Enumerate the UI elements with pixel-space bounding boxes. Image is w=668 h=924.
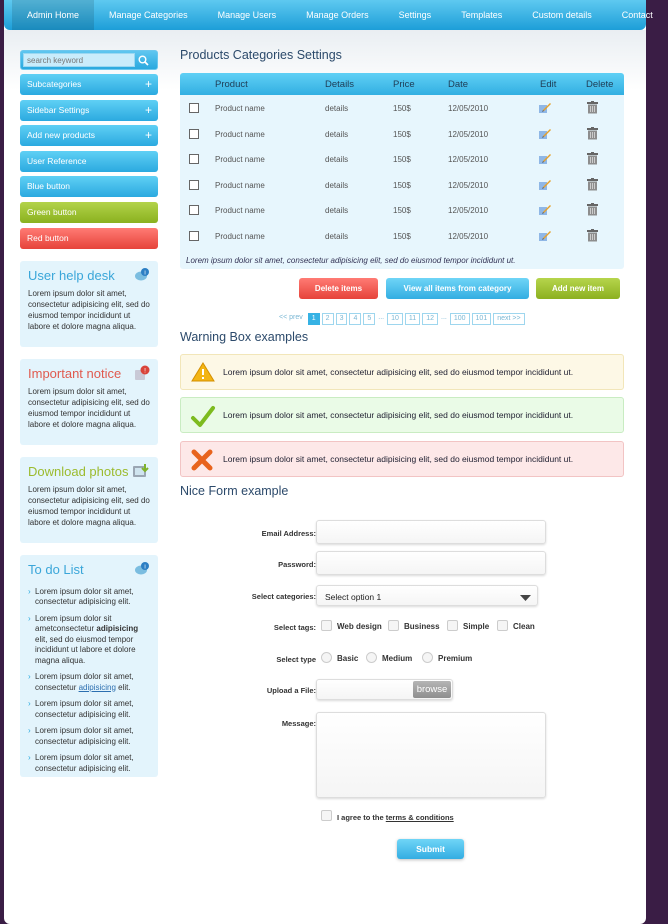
success-text: Lorem ipsum dolor sit amet, consectetur adipisicing elit, sed do eiusmod tempor incididunt ut.	[223, 410, 574, 420]
download-photos-icon	[132, 463, 150, 481]
terms-link[interactable]: terms & conditions	[385, 813, 454, 822]
trash-icon[interactable]	[587, 101, 598, 116]
file-upload-field[interactable]	[316, 679, 453, 700]
cell-price: 150$	[393, 104, 411, 113]
row-checkbox[interactable]	[189, 129, 199, 139]
agree-checkbox[interactable]	[321, 810, 332, 821]
pagination-page[interactable]: 11	[405, 313, 420, 325]
sidebar	[20, 50, 158, 777]
svg-text:i: i	[144, 564, 146, 571]
todo-link[interactable]: adipisicing	[78, 682, 116, 692]
table-footer-note: Lorem ipsum dolor sit amet, consectetur adipisicing elit, sed do eiusmod tempor incididunt ut.	[186, 256, 516, 265]
pagination-page[interactable]: 2	[322, 313, 334, 325]
download-photos-box	[20, 457, 158, 543]
box-title: Important notice	[28, 365, 122, 381]
col-date: Date	[448, 79, 469, 90]
nav-contact[interactable]: Contact	[621, 10, 653, 20]
type-basic-label: Basic	[337, 654, 359, 663]
top-navigation	[4, 0, 653, 30]
agree-label: I agree to the	[337, 813, 386, 822]
edit-icon[interactable]	[538, 178, 552, 193]
svg-text:i: i	[144, 270, 146, 277]
box-title: User help desk	[28, 267, 115, 283]
box-title: To do List	[28, 561, 84, 577]
cell-date: 12/05/2010	[448, 206, 489, 216]
box-text: Lorem ipsum dolor sit amet, consectetur adipisicing elit, sed do eiusmod tempor incididunt ut labore et dolore magna aliqua.	[28, 386, 150, 429]
cell-price: 150$	[393, 129, 411, 139]
sidebar-settings-button[interactable]	[20, 100, 158, 121]
add-new-products-button[interactable]	[20, 125, 158, 146]
pagination-page[interactable]: 4	[349, 313, 361, 325]
todo-bold: adipisicing	[96, 624, 139, 634]
todo-text: Lorem ipsum dolor sit amet, consectetur	[35, 672, 134, 692]
password-label: Password:	[278, 560, 316, 569]
cell-details: details	[325, 231, 349, 241]
box-text: Lorem ipsum dolor sit amet, consectetur adipisicing elit, sed do eiusmod tempor incididunt ut labore et dolore magna aliqua.	[28, 288, 150, 331]
browse-button[interactable]: browse	[413, 681, 451, 698]
cell-product: Product name	[215, 104, 265, 113]
cell-date: 12/05/2010	[448, 129, 489, 139]
type-premium-radio[interactable]	[422, 652, 433, 663]
pagination	[276, 313, 525, 325]
cell-price: 150$	[393, 155, 411, 165]
type-basic-radio[interactable]	[321, 652, 332, 663]
pagination-page[interactable]: 12	[422, 313, 438, 325]
blue-button[interactable]: Blue button	[20, 176, 158, 197]
table-row	[180, 146, 624, 172]
nav-manage-users[interactable]: Manage Users	[217, 10, 277, 20]
table-body	[180, 95, 624, 249]
notice-icon	[134, 365, 150, 383]
tag-clean-label: Clean	[513, 622, 535, 631]
cell-details: details	[325, 155, 349, 165]
pagination-page[interactable]: 101	[472, 313, 492, 325]
nav-custom-details[interactable]: Custom details	[532, 10, 592, 20]
page-title: Products Categories Settings	[180, 48, 342, 62]
search-input[interactable]	[23, 53, 135, 67]
cell-details: details	[325, 104, 349, 113]
svg-text:!: !	[144, 367, 146, 375]
row-checkbox[interactable]	[189, 154, 199, 164]
table-row	[180, 197, 624, 223]
plus-icon: +	[144, 102, 152, 117]
row-checkbox[interactable]	[189, 103, 199, 113]
todo-item	[28, 614, 150, 667]
col-edit: Edit	[540, 79, 557, 90]
nav-settings[interactable]: Settings	[398, 10, 432, 20]
todo-text: Lorem ipsum dolor sit ametconsectetur	[35, 613, 112, 634]
cell-date: 12/05/2010	[448, 231, 489, 241]
user-reference-button[interactable]: User Reference	[20, 151, 158, 172]
upload-label: Upload a File:	[266, 686, 316, 695]
dropdown-arrow-icon	[520, 593, 531, 603]
pagination-page[interactable]: 3	[336, 313, 348, 325]
todo-icon	[134, 561, 150, 577]
subcategories-button[interactable]	[20, 74, 158, 95]
col-product: Product	[215, 79, 248, 90]
add-new-products-label: Add new products	[27, 130, 96, 141]
col-price: Price	[393, 79, 415, 90]
table-actions	[180, 278, 626, 300]
products-table	[180, 73, 624, 269]
form-section-title: Nice Form example	[180, 484, 289, 498]
todo-item: › Lorem ipsum dolor sit amet, consectetur adipisicing elit.	[28, 699, 150, 720]
cell-product: Product name	[215, 129, 265, 139]
submit-button[interactable]: Submit	[397, 839, 464, 859]
error-box	[180, 441, 624, 477]
nav-manage-categories[interactable]: Manage Categories	[109, 10, 188, 20]
cell-price: 150$	[393, 180, 411, 190]
table-row	[180, 223, 624, 249]
row-checkbox[interactable]	[189, 180, 199, 190]
edit-icon[interactable]	[538, 229, 552, 244]
type-label: Select type	[276, 655, 316, 664]
pagination-ellipsis: ...	[378, 314, 385, 321]
cell-details: details	[325, 180, 349, 190]
table-header	[180, 73, 624, 95]
todo-list	[28, 587, 150, 775]
delete-items-button[interactable]: Delete items	[299, 278, 378, 299]
pagination-page[interactable]: 5	[363, 313, 375, 325]
cell-product: Product name	[215, 155, 265, 165]
cell-product: Product name	[215, 231, 265, 241]
add-new-item-button[interactable]: Add new item	[536, 278, 620, 299]
col-delete: Delete	[586, 79, 614, 90]
red-button[interactable]: Red button	[20, 228, 158, 249]
message-textarea[interactable]	[316, 712, 546, 798]
important-notice-box	[20, 359, 158, 445]
todo-item: › Lorem ipsum dolor sit amet, consectetur adipisicing elit.	[28, 753, 150, 774]
sidebar-settings-label: Sidebar Settings	[27, 104, 90, 115]
plus-icon: +	[144, 77, 152, 91]
cell-price: 150$	[393, 206, 411, 216]
trash-icon[interactable]	[587, 203, 598, 218]
email-field[interactable]	[316, 520, 546, 544]
edit-icon[interactable]	[538, 101, 552, 116]
todo-item: › Lorem ipsum dolor sit amet, consectetur adipisicing elit.	[28, 726, 150, 747]
box-title: Download photos	[28, 463, 129, 479]
error-x-icon	[191, 449, 213, 473]
cell-details: details	[325, 206, 349, 216]
row-checkbox[interactable]	[189, 231, 199, 241]
cell-details: details	[325, 129, 349, 139]
todo-text: elit, sed do eiusmod tempor incididunt ut labore et dolore magna aliqua.	[35, 634, 136, 665]
type-medium-radio[interactable]	[366, 652, 377, 663]
pagination-ellipsis: ...	[441, 314, 447, 321]
categories-label: Select categories:	[251, 592, 316, 601]
warning-icon	[191, 362, 215, 384]
pagination-page[interactable]: 1	[308, 313, 320, 325]
trash-icon[interactable]	[587, 229, 598, 244]
trash-icon[interactable]	[587, 178, 598, 193]
edit-icon[interactable]	[538, 127, 552, 142]
cell-date: 12/05/2010	[448, 104, 489, 113]
tag-business-checkbox[interactable]	[388, 620, 399, 631]
col-details: Details	[325, 79, 355, 90]
checkmark-icon	[191, 405, 215, 431]
cell-date: 12/05/2010	[448, 180, 489, 190]
password-field[interactable]	[316, 551, 546, 575]
pagination-page[interactable]: 10	[387, 313, 403, 325]
row-checkbox[interactable]	[189, 205, 199, 215]
todo-text: elit.	[115, 682, 131, 692]
table-row	[180, 121, 624, 147]
table-row	[180, 95, 624, 121]
search-icon[interactable]	[135, 53, 151, 67]
email-label: Email Address:	[261, 529, 316, 538]
tags-label: Select tags:	[273, 623, 316, 632]
categories-value: Select option 1	[325, 592, 382, 602]
cell-date: 12/05/2010	[448, 155, 489, 165]
pagination-page[interactable]: 100	[450, 313, 470, 325]
agree-text	[337, 813, 454, 822]
tag-clean-checkbox[interactable]	[497, 620, 508, 631]
tag-web-design-label: Web design	[337, 622, 382, 631]
cell-product: Product name	[215, 206, 265, 216]
nav-templates[interactable]: Templates	[461, 10, 503, 20]
type-medium-label: Medium	[382, 654, 413, 663]
tag-web-design-checkbox[interactable]	[321, 620, 332, 631]
warning-text: Lorem ipsum dolor sit amet, consectetur adipisicing elit, sed do eiusmod tempor incididunt ut.	[223, 367, 574, 377]
subcategories-label: Subcategories	[27, 79, 82, 89]
trash-icon[interactable]	[587, 152, 598, 167]
main-content	[180, 48, 626, 854]
trash-icon[interactable]	[587, 127, 598, 142]
green-button[interactable]: Green button	[20, 202, 158, 223]
tag-business-label: Business	[404, 622, 440, 631]
nav-manage-orders[interactable]: Manage Orders	[306, 10, 369, 20]
message-label: Message:	[281, 719, 316, 728]
todo-item	[28, 672, 150, 693]
tag-simple-label: Simple	[463, 622, 490, 631]
cell-price: 150$	[393, 231, 411, 241]
todo-list-box	[20, 555, 158, 777]
nav-admin-home[interactable]: Admin Home	[12, 0, 94, 30]
page	[4, 0, 653, 924]
cell-product: Product name	[215, 180, 265, 190]
warning-section-title: Warning Box examples	[180, 330, 309, 344]
warning-box	[180, 354, 624, 390]
error-text: Lorem ipsum dolor sit amet, consectetur adipisicing elit, sed do eiusmod tempor incididunt ut.	[223, 454, 574, 464]
type-premium-label: Premium	[438, 654, 473, 663]
categories-select[interactable]	[316, 585, 538, 606]
edit-icon[interactable]	[538, 203, 552, 218]
pagination-next[interactable]: next >>	[493, 313, 524, 325]
search-box	[20, 50, 158, 70]
success-box	[180, 397, 624, 433]
pagination-prev[interactable]: << prev	[279, 314, 303, 321]
view-all-button[interactable]: View all items from category	[386, 278, 529, 299]
table-row	[180, 172, 624, 198]
help-desk-icon	[134, 267, 150, 283]
todo-item: › Lorem ipsum dolor sit amet, consectetur adipisicing elit.	[28, 587, 150, 608]
plus-icon: +	[144, 128, 152, 143]
user-help-desk-box	[20, 261, 158, 347]
edit-icon[interactable]	[538, 152, 552, 167]
box-text: Lorem ipsum dolor sit amet, consectetur adipisicing elit, sed do eiusmod tempor incididunt ut labore et dolore magna aliqua.	[28, 484, 150, 527]
tag-simple-checkbox[interactable]	[447, 620, 458, 631]
